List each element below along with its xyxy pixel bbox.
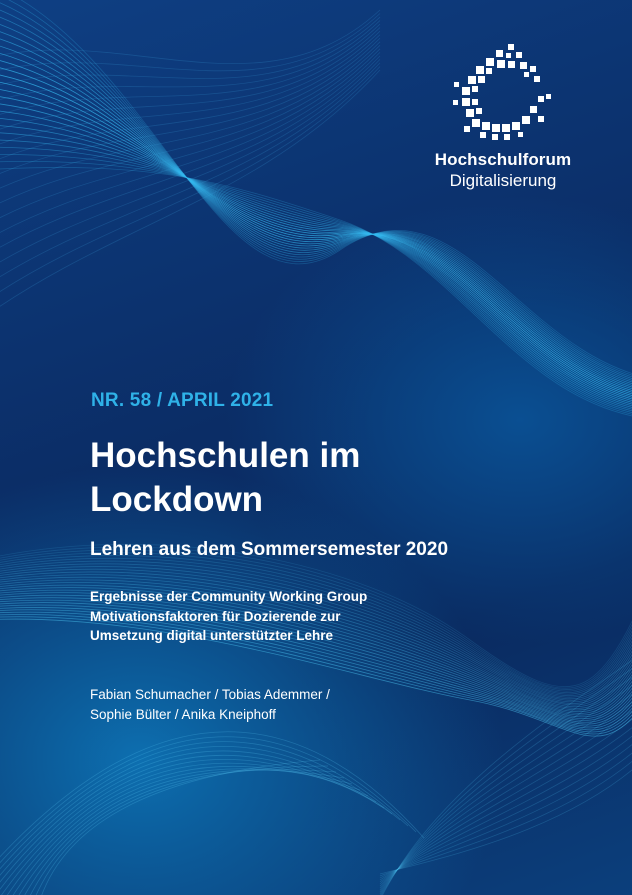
wave-line [22, 770, 344, 895]
wave-line [0, 70, 380, 320]
wave-line [0, 17, 380, 91]
description [90, 587, 450, 646]
description-line: Ergebnisse der Community Working Group [90, 589, 368, 604]
brand-name-line1: Hochschulforum [434, 150, 572, 169]
wave-line [0, 52, 380, 243]
wave-line [380, 720, 632, 880]
author-line: Fabian Schumacher / Tobias Ademmer / [90, 687, 330, 702]
wave-line [0, 161, 632, 418]
wave-line [40, 760, 320, 895]
wave-line [0, 755, 384, 895]
hfd-logo-icon [450, 44, 556, 142]
wave-line [0, 24, 380, 121]
wave-line [0, 737, 416, 895]
wave-line [0, 167, 632, 420]
author-list [90, 685, 430, 725]
wave-line [380, 744, 632, 874]
wave-line [0, 154, 632, 416]
wave-line [0, 732, 424, 895]
wave-line [0, 759, 376, 895]
wave-line [16, 769, 352, 895]
publication-subtitle: Lehren aus dem Sommersemester 2020 [90, 539, 449, 560]
issue-number: NR. 58 / APRIL 2021 [91, 390, 274, 411]
wave-line [34, 766, 328, 895]
author-line: Sophie Bülter / Anika Kneiphoff [90, 707, 276, 722]
description-line: Umsetzung digital unterstützter Lehre [90, 628, 334, 643]
description-line: Motivationsfaktoren für Dozierende zur [90, 608, 341, 624]
brand-name-line2: Digitalisierung [449, 171, 557, 190]
brand-logo [428, 44, 578, 191]
publication-title: Hochschulen im Lockdown [90, 436, 361, 519]
